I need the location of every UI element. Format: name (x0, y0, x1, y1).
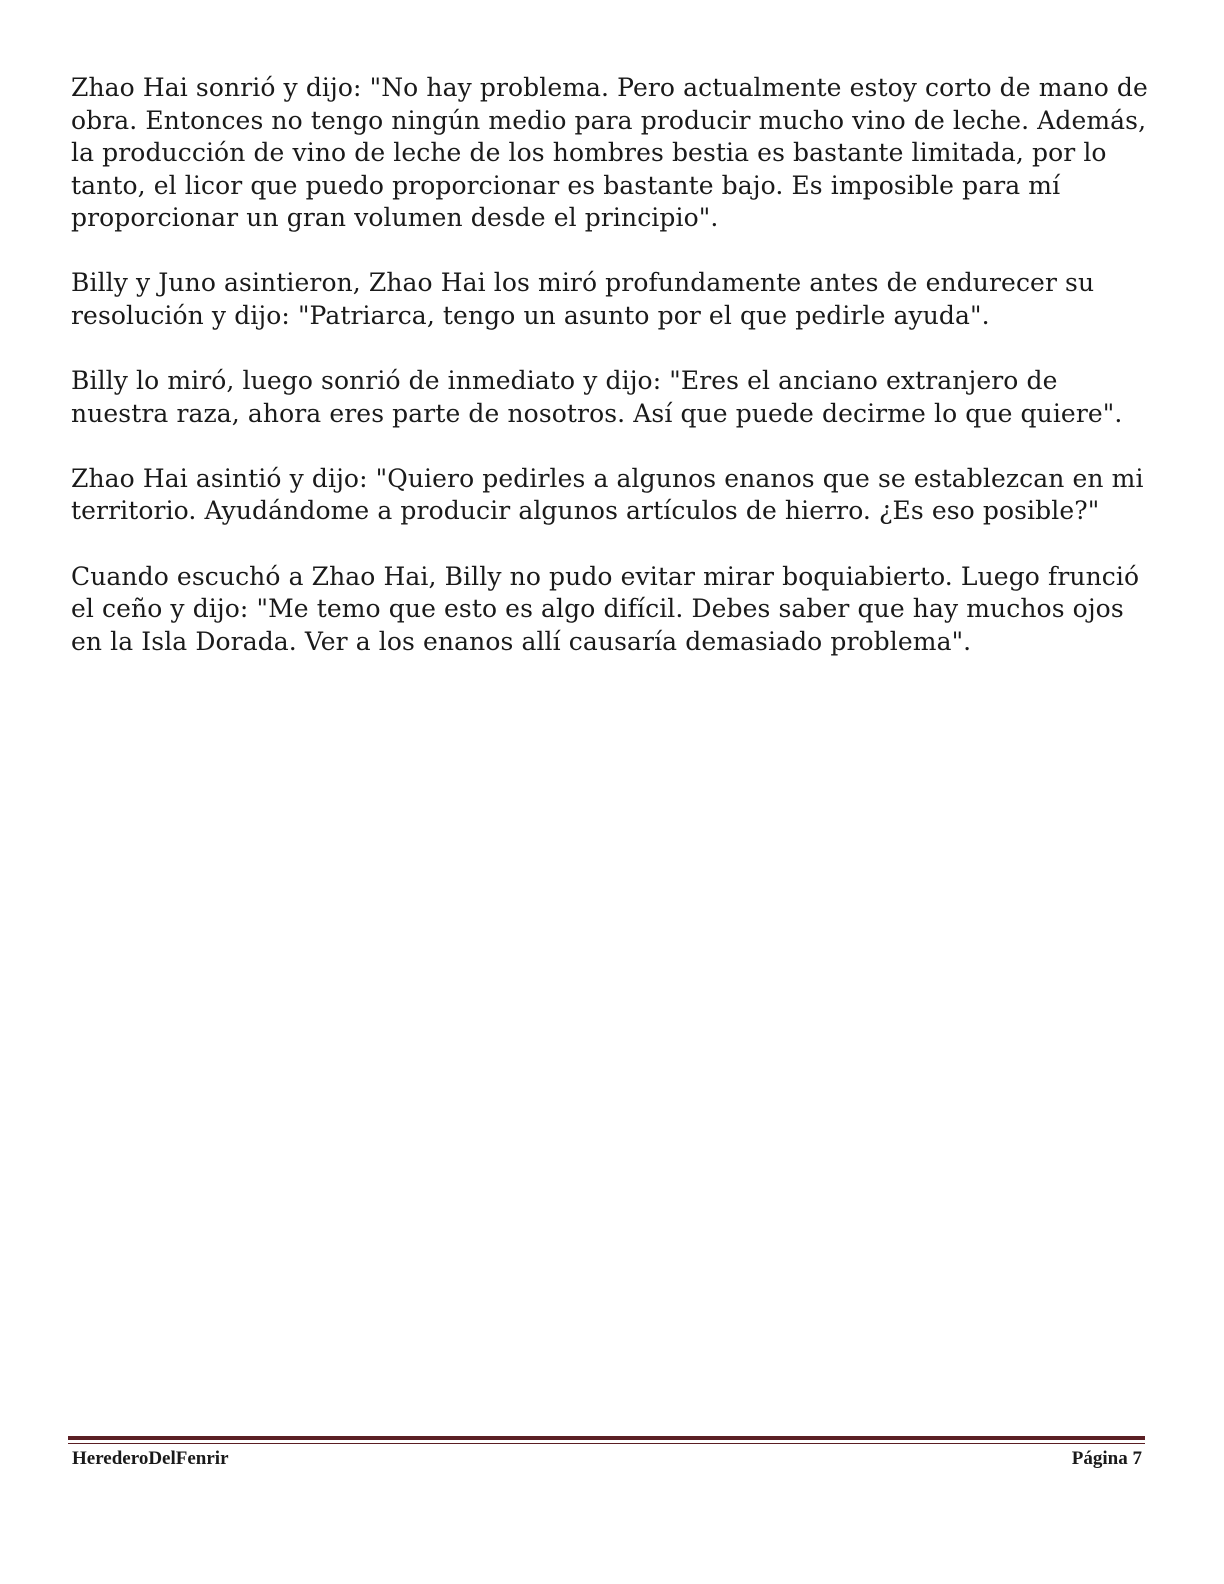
paragraph-1: Zhao Hai sonrió y dijo: "No hay problema. Pero actualmente estoy corto de mano de obra. Entonces no tengo ningún medio para producir mucho vino de leche. Además, la producción de vino de leche de los hombres bestia es bastante limitada, por lo tanto, el licor que puedo proporcionar es bastante bajo. Es imposible para mí proporcionar un gran volumen desde el principio". (71, 73, 1148, 233)
footer-page-number: Página 7 (1071, 1448, 1142, 1469)
footer-divider (68, 1436, 1145, 1443)
paragraph-3: Billy lo miró, luego sonrió de inmediato y dijo: "Eres el anciano extranjero de nuestra raza, ahora eres parte de nosotros. Así que puede decirme lo que quiere". (71, 366, 1123, 428)
page-footer (72, 1448, 1142, 1470)
paragraph-4: Zhao Hai asintió y dijo: "Quiero pedirles a algunos enanos que se establezcan en mi territorio. Ayudándome a producir algunos artículos de hierro. ¿Es eso posible?" (71, 463, 1144, 526)
document-body (71, 72, 1156, 691)
footer-divider-thin (68, 1443, 1145, 1444)
footer-author: HerederoDelFenrir (72, 1448, 229, 1469)
paragraph-5: Cuando escuchó a Zhao Hai, Billy no pudo evitar mirar boquiabierto. Luego frunció el ceño y dijo: "Me temo que esto es algo difícil. Debes saber que hay muchos ojos en la Isla Dorada. Ver a los enanos allí causaría demasiado problema". (71, 561, 1140, 656)
paragraph-2: Billy y Juno asintieron, Zhao Hai los miró profundamente antes de endurecer su resolución y dijo: "Patriarca, tengo un asunto por el que pedirle ayuda". (71, 268, 1095, 331)
